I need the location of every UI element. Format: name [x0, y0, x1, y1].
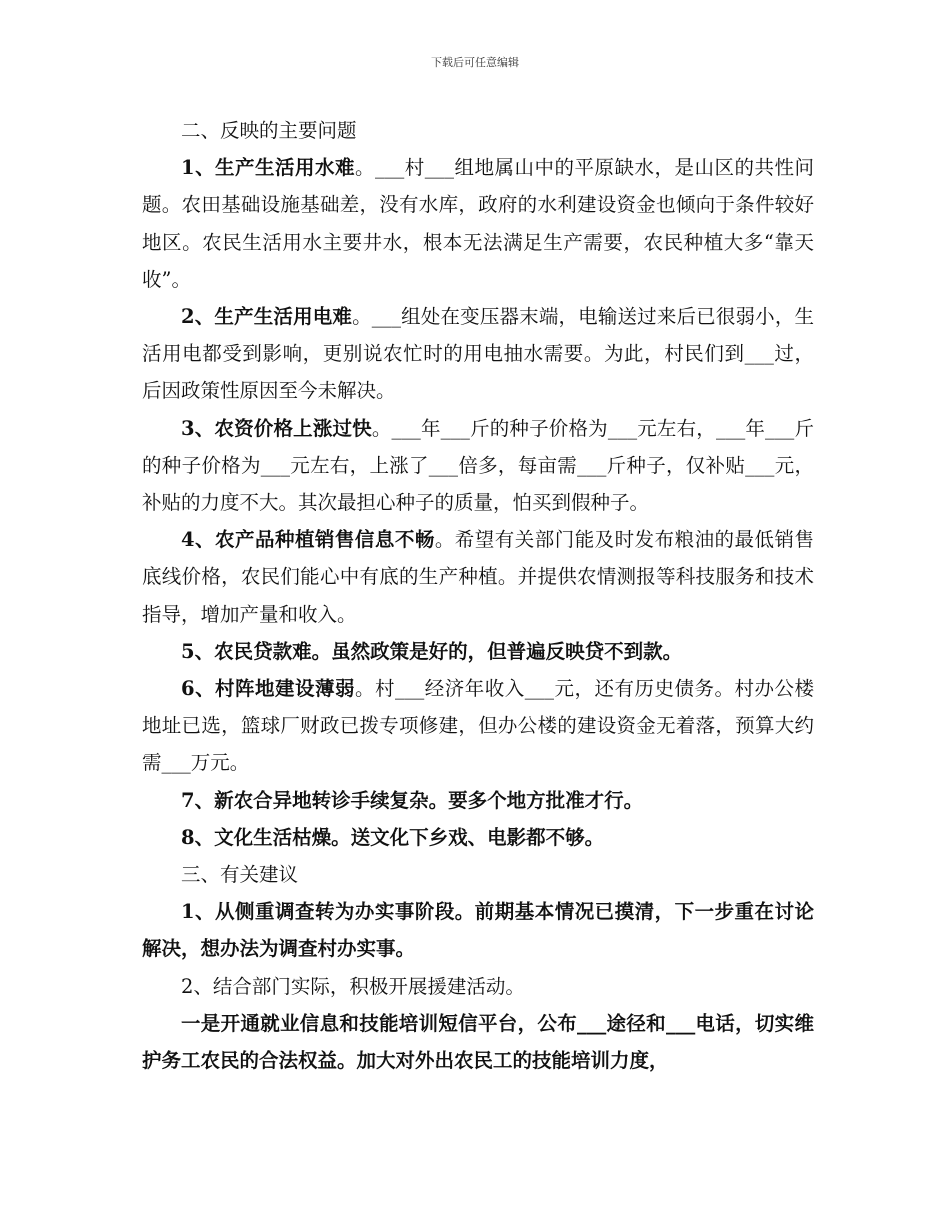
problem-7: 7、新农合异地转诊手续复杂。要多个地方批准才行。: [181, 788, 644, 812]
problem-3-heading: 3、农资价格上涨过快: [181, 416, 372, 440]
problem-2-text: 。___组处在变压器末端，电输送过来后已很弱小，生活用电都受到影响，更别说农忙时的用电抽水需要。为此，村民们到___过，后因政策性原因至今未解决。: [142, 305, 814, 403]
problem-2: [142, 298, 814, 410]
problem-6: [142, 670, 814, 782]
problem-4-heading: 4、农产品种植销售信息不畅: [181, 528, 435, 552]
problem-1-text: 。___村___组地属山中的平原缺水，是山区的共性问题。农田基础设施基础差，没有水库，政府的水利建设资金也倾向于条件较好地区。农民生活用水主要井水，根本无法满足生产需要，农民种植大多“靠天收”。: [142, 156, 814, 291]
problem-3: [142, 410, 814, 522]
problem-4: [142, 521, 814, 633]
section-title-problems: 二、反映的主要问题: [181, 119, 357, 142]
problem-6-text: 。村___经济年收入___元，还有历史债务。村办公楼地址已选，篮球厂财政已拨专项修建，但办公楼的建设资金无着落，预算大约需___万元。: [142, 677, 814, 775]
problem-4-text: 。希望有关部门能及时发布粮油的最低销售底线价格，农民们能心中有底的生产种植。并提供农情测报等科技服务和技术指导，增加产量和收入。: [142, 528, 814, 626]
suggestion-2-item-1: 一是开通就业信息和技能培训短信平台，公布___途径和___电话，切实维护务工农民的合法权益。加大对外出农民工的技能培训力度，: [142, 1011, 814, 1073]
section-title-suggestions: 三、有关建议: [181, 863, 299, 887]
document-body: [142, 112, 814, 1079]
problem-1-heading: 1、生产生活用水难: [181, 156, 356, 180]
problem-8: 8、文化生活枯燥。送文化下乡戏、电影都不够。: [181, 825, 605, 849]
suggestion-2: 2、结合部门实际，积极开展援建活动。: [181, 974, 525, 998]
page-header-note: 下载后可任意编辑: [431, 56, 519, 69]
problem-2-heading: 2、生产生活用电难: [181, 305, 353, 329]
problem-1: [142, 149, 814, 298]
suggestion-1: 1、从侧重调查转为办实事阶段。前期基本情况已摸清，下一步重在讨论解决，想办法为调查村办实事。: [142, 900, 814, 961]
problem-3-text: 。___年___斤的种子价格为___元左右，___年___斤的种子价格为___元左右，上涨了___倍多，每亩需___斤种子，仅补贴___元，补贴的力度不大。其次最担心种子的质量，怕买到假种子。: [142, 416, 814, 515]
problem-5: 5、农民贷款难。虽然政策是好的，但普遍反映贷不到款。: [181, 639, 683, 663]
problem-6-heading: 6、村阵地建设薄弱: [181, 677, 356, 701]
